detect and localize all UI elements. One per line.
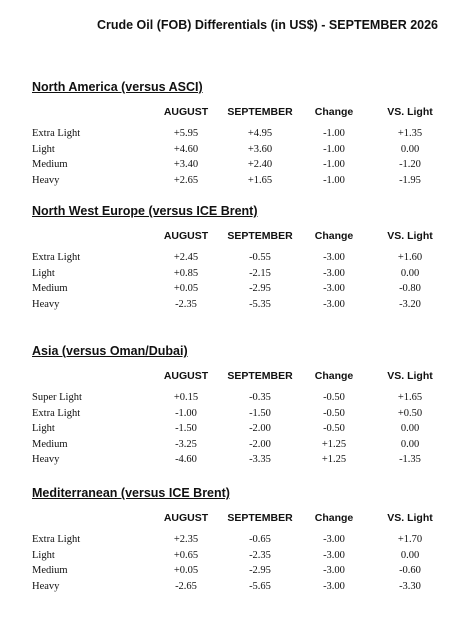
value-vs-light: -1.35 xyxy=(399,454,421,465)
section-title: North West Europe (versus ICE Brent) xyxy=(32,204,258,218)
value-august: -2.35 xyxy=(175,298,197,310)
value-september: -1.50 xyxy=(249,407,271,419)
value-vs-light: -3.30 xyxy=(399,580,421,592)
column-header-change: Change xyxy=(314,230,354,242)
table-row xyxy=(0,423,468,438)
value-vs-light: 0.00 xyxy=(400,267,420,279)
value-september: -3.35 xyxy=(249,454,271,465)
value-vs-light: 0.00 xyxy=(400,143,420,155)
table-row xyxy=(0,565,468,580)
value-august: -2.65 xyxy=(175,580,197,592)
column-header-september: SEPTEMBER xyxy=(227,230,293,242)
value-vs-light: -0.80 xyxy=(399,283,421,294)
value-august: +0.85 xyxy=(173,267,199,279)
column-header-september: SEPTEMBER xyxy=(227,512,293,524)
value-change: -3.00 xyxy=(323,534,345,545)
value-vs-light: -1.95 xyxy=(399,174,421,186)
grade-label: Heavy xyxy=(32,174,60,186)
value-change: -0.50 xyxy=(323,423,345,434)
value-september: +2.40 xyxy=(247,159,273,170)
column-header-august: AUGUST xyxy=(163,512,209,524)
table-row xyxy=(0,581,468,596)
value-august: +3.40 xyxy=(173,159,199,170)
grade-label: Medium xyxy=(32,283,68,294)
value-vs-light: +1.60 xyxy=(397,252,423,263)
grade-label: Light xyxy=(32,143,55,155)
value-change: -3.00 xyxy=(323,580,345,592)
section-title: Mediterranean (versus ICE Brent) xyxy=(32,486,230,500)
value-september: -2.95 xyxy=(249,283,271,294)
value-change: -1.00 xyxy=(323,143,345,155)
grade-label: Heavy xyxy=(32,298,60,310)
grade-label: Heavy xyxy=(32,454,60,465)
value-august: +4.60 xyxy=(173,143,199,155)
table-row xyxy=(0,439,468,454)
column-header-change: Change xyxy=(314,512,354,524)
table-row xyxy=(0,408,468,423)
table-row xyxy=(0,283,468,298)
value-september: -2.15 xyxy=(249,267,271,279)
grade-label: Medium xyxy=(32,438,68,450)
table-row xyxy=(0,252,468,267)
value-august: -3.25 xyxy=(175,438,197,450)
value-change: -3.00 xyxy=(323,298,345,310)
table-row xyxy=(0,392,468,407)
value-vs-light: +1.35 xyxy=(397,128,423,139)
value-change: -1.00 xyxy=(323,174,345,186)
value-august: -1.50 xyxy=(175,423,197,434)
column-header-vs-light: VS. Light xyxy=(387,106,433,118)
value-august: +0.65 xyxy=(173,549,199,561)
value-august: +2.45 xyxy=(173,252,199,263)
grade-label: Extra Light xyxy=(32,252,81,263)
column-header-vs-light: VS. Light xyxy=(387,512,433,524)
value-vs-light: -1.20 xyxy=(399,159,421,170)
table-row xyxy=(0,534,468,549)
value-vs-light: 0.00 xyxy=(400,423,420,434)
value-vs-light: +0.50 xyxy=(397,407,423,419)
column-header-vs-light: VS. Light xyxy=(387,370,433,382)
table-row xyxy=(0,454,468,469)
value-september: +3.60 xyxy=(247,143,273,155)
value-august: -1.00 xyxy=(175,407,197,419)
value-change: -3.00 xyxy=(323,267,345,279)
section-title: North America (versus ASCI) xyxy=(32,80,203,94)
value-september: -2.00 xyxy=(249,423,271,434)
column-header-august: AUGUST xyxy=(163,106,209,118)
table-row xyxy=(0,550,468,565)
grade-label: Extra Light xyxy=(32,407,81,419)
grade-label: Medium xyxy=(32,159,68,170)
table-row xyxy=(0,299,468,314)
value-change: -3.00 xyxy=(323,549,345,561)
value-august: +0.15 xyxy=(173,392,199,403)
table-row xyxy=(0,128,468,143)
value-september: -0.55 xyxy=(249,252,271,263)
grade-label: Heavy xyxy=(32,580,60,592)
table-row xyxy=(0,159,468,174)
value-vs-light: 0.00 xyxy=(400,438,420,450)
value-august: +2.65 xyxy=(173,174,199,186)
value-september: +1.65 xyxy=(247,174,273,186)
value-august: +0.05 xyxy=(173,565,199,576)
value-september: -2.95 xyxy=(249,565,271,576)
value-september: -2.00 xyxy=(249,438,271,450)
value-august: -4.60 xyxy=(175,454,197,465)
value-change: -0.50 xyxy=(323,392,345,403)
column-header-september: SEPTEMBER xyxy=(227,370,293,382)
column-header-august: AUGUST xyxy=(163,230,209,242)
value-change: -0.50 xyxy=(323,407,345,419)
value-september: -5.35 xyxy=(249,298,271,310)
table-row xyxy=(0,175,468,190)
value-september: -0.65 xyxy=(249,534,271,545)
value-vs-light: -0.60 xyxy=(399,565,421,576)
value-change: +1.25 xyxy=(321,454,347,465)
table-row xyxy=(0,144,468,159)
value-vs-light: -3.20 xyxy=(399,298,421,310)
value-change: +1.25 xyxy=(321,438,347,450)
value-change: -3.00 xyxy=(323,565,345,576)
value-change: -3.00 xyxy=(323,252,345,263)
value-august: +2.35 xyxy=(173,534,199,545)
grade-label: Light xyxy=(32,267,55,279)
grade-label: Light xyxy=(32,423,55,434)
value-august: +5.95 xyxy=(173,128,199,139)
grade-label: Extra Light xyxy=(32,128,81,139)
value-change: -1.00 xyxy=(323,159,345,170)
grade-label: Super Light xyxy=(32,392,82,403)
value-vs-light: +1.70 xyxy=(397,534,423,545)
grade-label: Extra Light xyxy=(32,534,81,545)
value-september: -0.35 xyxy=(249,392,271,403)
grade-label: Light xyxy=(32,549,55,561)
value-vs-light: +1.65 xyxy=(397,392,423,403)
section-title: Asia (versus Oman/Dubai) xyxy=(32,344,188,358)
value-august: +0.05 xyxy=(173,283,199,294)
grade-label: Medium xyxy=(32,565,68,576)
value-september: -5.65 xyxy=(249,580,271,592)
value-september: -2.35 xyxy=(249,549,271,561)
value-change: -1.00 xyxy=(323,128,345,139)
column-header-september: SEPTEMBER xyxy=(227,106,293,118)
column-header-change: Change xyxy=(314,370,354,382)
column-header-august: AUGUST xyxy=(163,370,209,382)
column-header-vs-light: VS. Light xyxy=(387,230,433,242)
value-september: +4.95 xyxy=(247,128,273,139)
table-row xyxy=(0,268,468,283)
value-change: -3.00 xyxy=(323,283,345,294)
value-vs-light: 0.00 xyxy=(400,549,420,561)
page-title: Crude Oil (FOB) Differentials (in US$) - SEPTEMBER 2026 xyxy=(96,18,438,32)
column-header-change: Change xyxy=(314,106,354,118)
